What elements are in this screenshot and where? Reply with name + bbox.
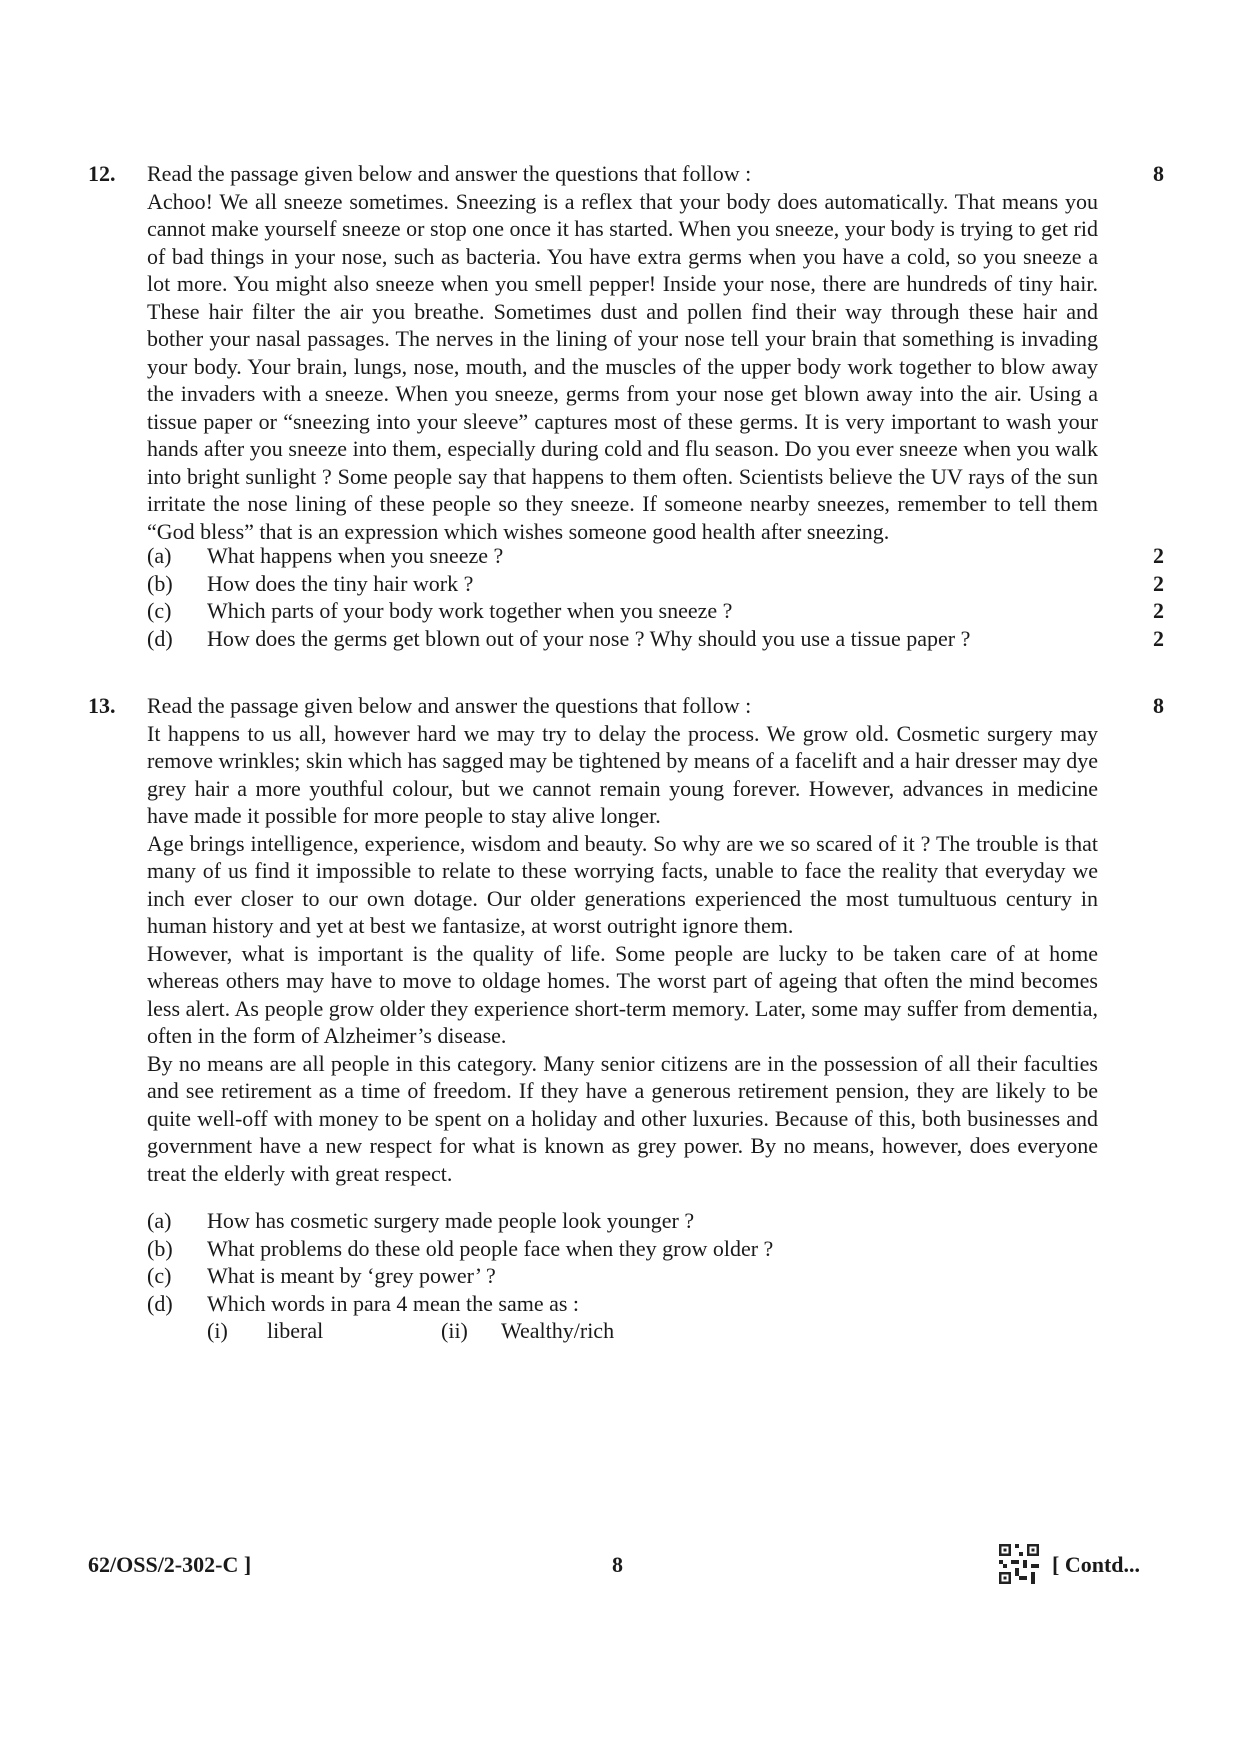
question-12-sub-questions — [147, 542, 1164, 652]
sub-question-label: (a) — [147, 1208, 172, 1233]
sub-question-label: (c) — [147, 598, 172, 623]
question-instruction: Read the passage given below and answer the questions that follow : — [147, 693, 752, 718]
qr-code-icon — [999, 1544, 1039, 1584]
sub-question-text: What happens when you sneeze ? — [207, 543, 504, 568]
passage-paragraph: By no means are all people in this category. Many senior citizens are in the possession of all their faculties and see retirement as a time of freedom. If they have a generous retirement pension, they are likely to be quite well-off with money to be spent on a holiday and other luxuries. Because of this, both businesses and government have a new respect for what is known as grey power. By no means, however, does everyone treat the elderly with great respect. — [147, 1050, 1098, 1186]
sub-question — [147, 1262, 1164, 1290]
sub-question-label: (d) — [147, 1290, 173, 1316]
passage-paragraph: It happens to us all, however hard we may try to delay the process. We grow old. Cosmetic surgery may remove wrinkles; skin which has sagged may be tightened by means of a facelift and a hair dresser may dye grey hair a more youthful colour, but we cannot remain young forever. However, advances in medicine have made it possible for more people to stay alive longer. — [147, 720, 1098, 828]
sub-question-label: (b) — [147, 1235, 173, 1261]
question-number: 13. — [88, 693, 116, 718]
question-instruction: Read the passage given below and answer the questions that follow : — [147, 161, 752, 186]
sub-question-marks: 2 — [1153, 543, 1164, 568]
passage-paragraph: Age brings intelligence, experience, wisdom and beauty. So why are we so scared of it ? The trouble is that many of us find it impossible to relate to these worrying facts, unable to face the reality that everyday we inch ever closer to our own dotage. Our older generations experienced the most tumultuous century in human history and yet at best we fantasize, at worst outright ignore them. — [147, 830, 1098, 938]
sub-question-label: (c) — [147, 1263, 172, 1288]
sub-question-marks: 2 — [1153, 625, 1164, 651]
sub-question-text: Which words in para 4 mean the same as : — [207, 1290, 580, 1316]
question-number: 12. — [88, 161, 116, 186]
sub-question-text: How does the germs get blown out of your nose ? Why should you use a tissue paper ? — [207, 625, 971, 651]
passage-paragraph: Achoo! We all sneeze sometimes. Sneezing is a reflex that your body does automatically. That means you cannot make yourself sneeze or stop one once it has started. When you sneeze, your body is trying to get rid of bad things in your nose, such as bacteria. You have extra germs when you have a cold, so you sneeze a lot more. You might also sneeze when you smell pepper! Inside your nose, there are hundreds of tiny hair. These hair filter the air you breathe. Sometimes dust and pollen find their way through these hair and bother your nasal passages. The nerves in the lining of your nose tell your brain that something is invading your body. Your brain, lungs, nose, mouth, and the muscles of the upper body work together to blow away the invaders with a sneeze. When you sneeze, germs from your nose get blown away into the air. Using a tissue paper or “sneezing into your sleeve” captures most of these germs. It is very important to wash your hands after you sneeze into them, especially during cold and flu season. Do you ever sneeze when you walk into bright sunlight ? Some people say that happens to them often. Scientists believe the UV rays of the sun irritate the nose lining of these people so they sneeze. If someone nearby sneezes, remember to tell them “God bless” that is an expression which wishes someone good health after sneezing. — [147, 188, 1098, 544]
sub-question — [147, 570, 1164, 598]
word-items-row — [147, 1317, 1164, 1345]
sub-question — [147, 597, 1164, 625]
sub-question-text: How does the tiny hair work ? — [207, 570, 474, 596]
sub-question-text: What problems do these old people face when they grow older ? — [207, 1235, 774, 1261]
sub-question — [147, 542, 1164, 570]
sub-question-marks: 2 — [1153, 598, 1164, 623]
sub-question-text: How has cosmetic surgery made people look younger ? — [207, 1208, 695, 1233]
sub-question-marks: 2 — [1153, 570, 1164, 596]
sub-question — [147, 1207, 1164, 1235]
sub-question-label: (a) — [147, 543, 172, 568]
sub-question — [147, 625, 1164, 653]
question-12-passage — [147, 160, 1098, 545]
question-marks: 8 — [1153, 693, 1164, 718]
sub-question-text: What is meant by ‘grey power’ ? — [207, 1263, 496, 1288]
question-13-passage — [147, 692, 1098, 1187]
word-item-label: (i) — [207, 1318, 228, 1343]
word-item-label: (ii) — [441, 1318, 468, 1343]
sub-question-label: (b) — [147, 570, 173, 596]
sub-question — [147, 1290, 1164, 1318]
question-marks: 8 — [1153, 161, 1164, 186]
sub-question-text: Which parts of your body work together when you sneeze ? — [207, 598, 733, 623]
paper-code: 62/OSS/2-302-C ] — [88, 1552, 252, 1577]
question-13-sub-questions — [147, 1207, 1164, 1345]
word-item-text: liberal — [267, 1318, 324, 1343]
sub-question — [147, 1235, 1164, 1263]
continued-label: [ Contd... — [1052, 1552, 1141, 1577]
passage-paragraph: However, what is important is the quality of life. Some people are lucky to be taken care of at home whereas others may have to move to oldage homes. The worst part of ageing that often the mind becomes less alert. As people grow older they experience short-term memory. Later, some may suffer from dementia, often in the form of Alzheimer’s disease. — [147, 940, 1098, 1048]
page-number: 8 — [612, 1552, 623, 1577]
word-item-text: Wealthy/rich — [501, 1318, 615, 1343]
sub-question-label: (d) — [147, 625, 173, 651]
